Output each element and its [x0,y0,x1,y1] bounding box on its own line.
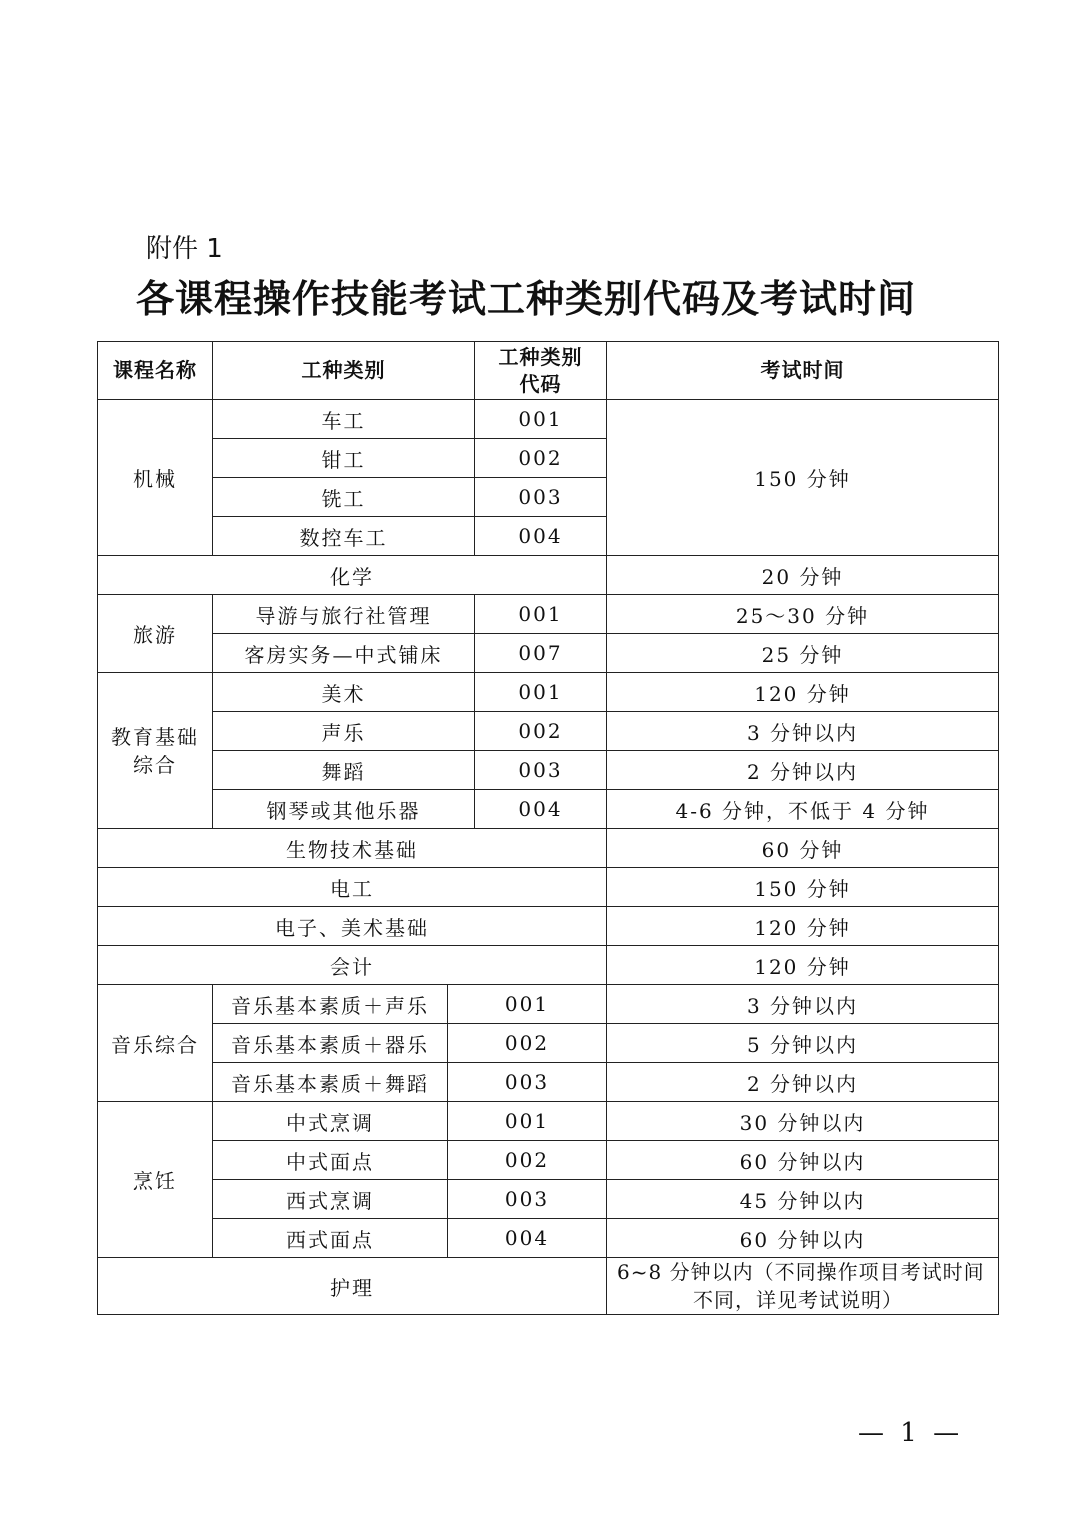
category-cell: 铣工 [213,478,475,517]
code-cell: 002 [475,712,607,751]
table-row [98,1180,999,1219]
category-cell: 声乐 [213,712,475,751]
code-cell: 003 [475,751,607,790]
time-cell: 25 分钟 [607,634,999,673]
code-cell: 001 [475,400,607,439]
page-number: — 1 — [858,1418,964,1448]
category-cell: 美术 [213,673,475,712]
code-cell: 002 [448,1024,607,1063]
time-cell: 3 分钟以内 [607,985,999,1024]
table-row [98,1141,999,1180]
header-course: 课程名称 [98,342,213,400]
code-cell: 004 [448,1219,607,1258]
table-row [98,790,999,829]
category-cell: 中式烹调 [213,1102,448,1141]
course-chemistry: 化学 [98,556,607,595]
table-row [98,1219,999,1258]
time-cell: 20 分钟 [607,556,999,595]
time-cell: 120 分钟 [607,907,999,946]
time-cell: 25～30 分钟 [607,595,999,634]
code-cell: 001 [475,673,607,712]
time-cell: 5 分钟以内 [607,1024,999,1063]
category-cell: 客房实务—中式铺床 [213,634,475,673]
table-row [98,1063,999,1102]
code-cell: 003 [448,1063,607,1102]
code-cell: 003 [475,478,607,517]
table-row [98,946,999,985]
category-cell: 音乐基本素质＋舞蹈 [213,1063,448,1102]
header-category: 工种类别 [213,342,475,400]
time-cell: 30 分钟以内 [607,1102,999,1141]
code-cell: 003 [448,1180,607,1219]
course-electrician: 电工 [98,868,607,907]
code-cell: 004 [475,517,607,556]
course-tourism: 旅游 [98,595,213,673]
time-cell: 2 分钟以内 [607,1063,999,1102]
time-cell: 150 分钟 [607,400,999,556]
course-machinery: 机械 [98,400,213,556]
time-cell: 2 分钟以内 [607,751,999,790]
code-cell: 001 [448,1102,607,1141]
time-cell: 3 分钟以内 [607,712,999,751]
time-cell: 120 分钟 [607,673,999,712]
exam-time-table [97,341,999,1315]
course-cooking: 烹饪 [98,1102,213,1258]
category-cell: 中式面点 [213,1141,448,1180]
category-cell: 钳工 [213,439,475,478]
table-row [98,634,999,673]
table-row [98,1258,999,1315]
table-row [98,985,999,1024]
category-cell: 导游与旅行社管理 [213,595,475,634]
time-cell: 60 分钟以内 [607,1219,999,1258]
time-cell: 120 分钟 [607,946,999,985]
category-cell: 数控车工 [213,517,475,556]
course-nursing: 护理 [98,1258,607,1315]
table-row [98,1024,999,1063]
time-cell: 150 分钟 [607,868,999,907]
code-cell: 004 [475,790,607,829]
course-biotech: 生物技术基础 [98,829,607,868]
time-cell: 45 分钟以内 [607,1180,999,1219]
table-row [98,751,999,790]
time-cell: 6~8 分钟以内（不同操作项目考试时间 不同，详见考试说明） [607,1258,999,1315]
table-row [98,1102,999,1141]
page-title: 各课程操作技能考试工种类别代码及考试时间 [136,277,917,321]
course-accounting: 会计 [98,946,607,985]
category-cell: 舞蹈 [213,751,475,790]
table-row [98,400,999,439]
table-row [98,868,999,907]
header-code: 工种类别 代码 [475,342,607,400]
table-row [98,712,999,751]
category-cell: 音乐基本素质＋器乐 [213,1024,448,1063]
table-row [98,556,999,595]
attachment-label: 附件 1 [146,234,223,264]
category-cell: 西式面点 [213,1219,448,1258]
time-cell: 4-6 分钟，不低于 4 分钟 [607,790,999,829]
category-cell: 音乐基本素质＋声乐 [213,985,448,1024]
course-music: 音乐综合 [98,985,213,1102]
time-cell: 60 分钟 [607,829,999,868]
code-cell: 002 [448,1141,607,1180]
course-electronics-art: 电子、美术基础 [98,907,607,946]
course-education: 教育基础 综合 [98,673,213,829]
category-cell: 车工 [213,400,475,439]
time-cell: 60 分钟以内 [607,1141,999,1180]
code-cell: 001 [475,595,607,634]
table-header-row [98,342,999,400]
code-cell: 001 [448,985,607,1024]
code-cell: 007 [475,634,607,673]
category-cell: 钢琴或其他乐器 [213,790,475,829]
table-row [98,829,999,868]
table-row [98,673,999,712]
table-row [98,595,999,634]
table-row [98,907,999,946]
header-time: 考试时间 [607,342,999,400]
category-cell: 西式烹调 [213,1180,448,1219]
code-cell: 002 [475,439,607,478]
